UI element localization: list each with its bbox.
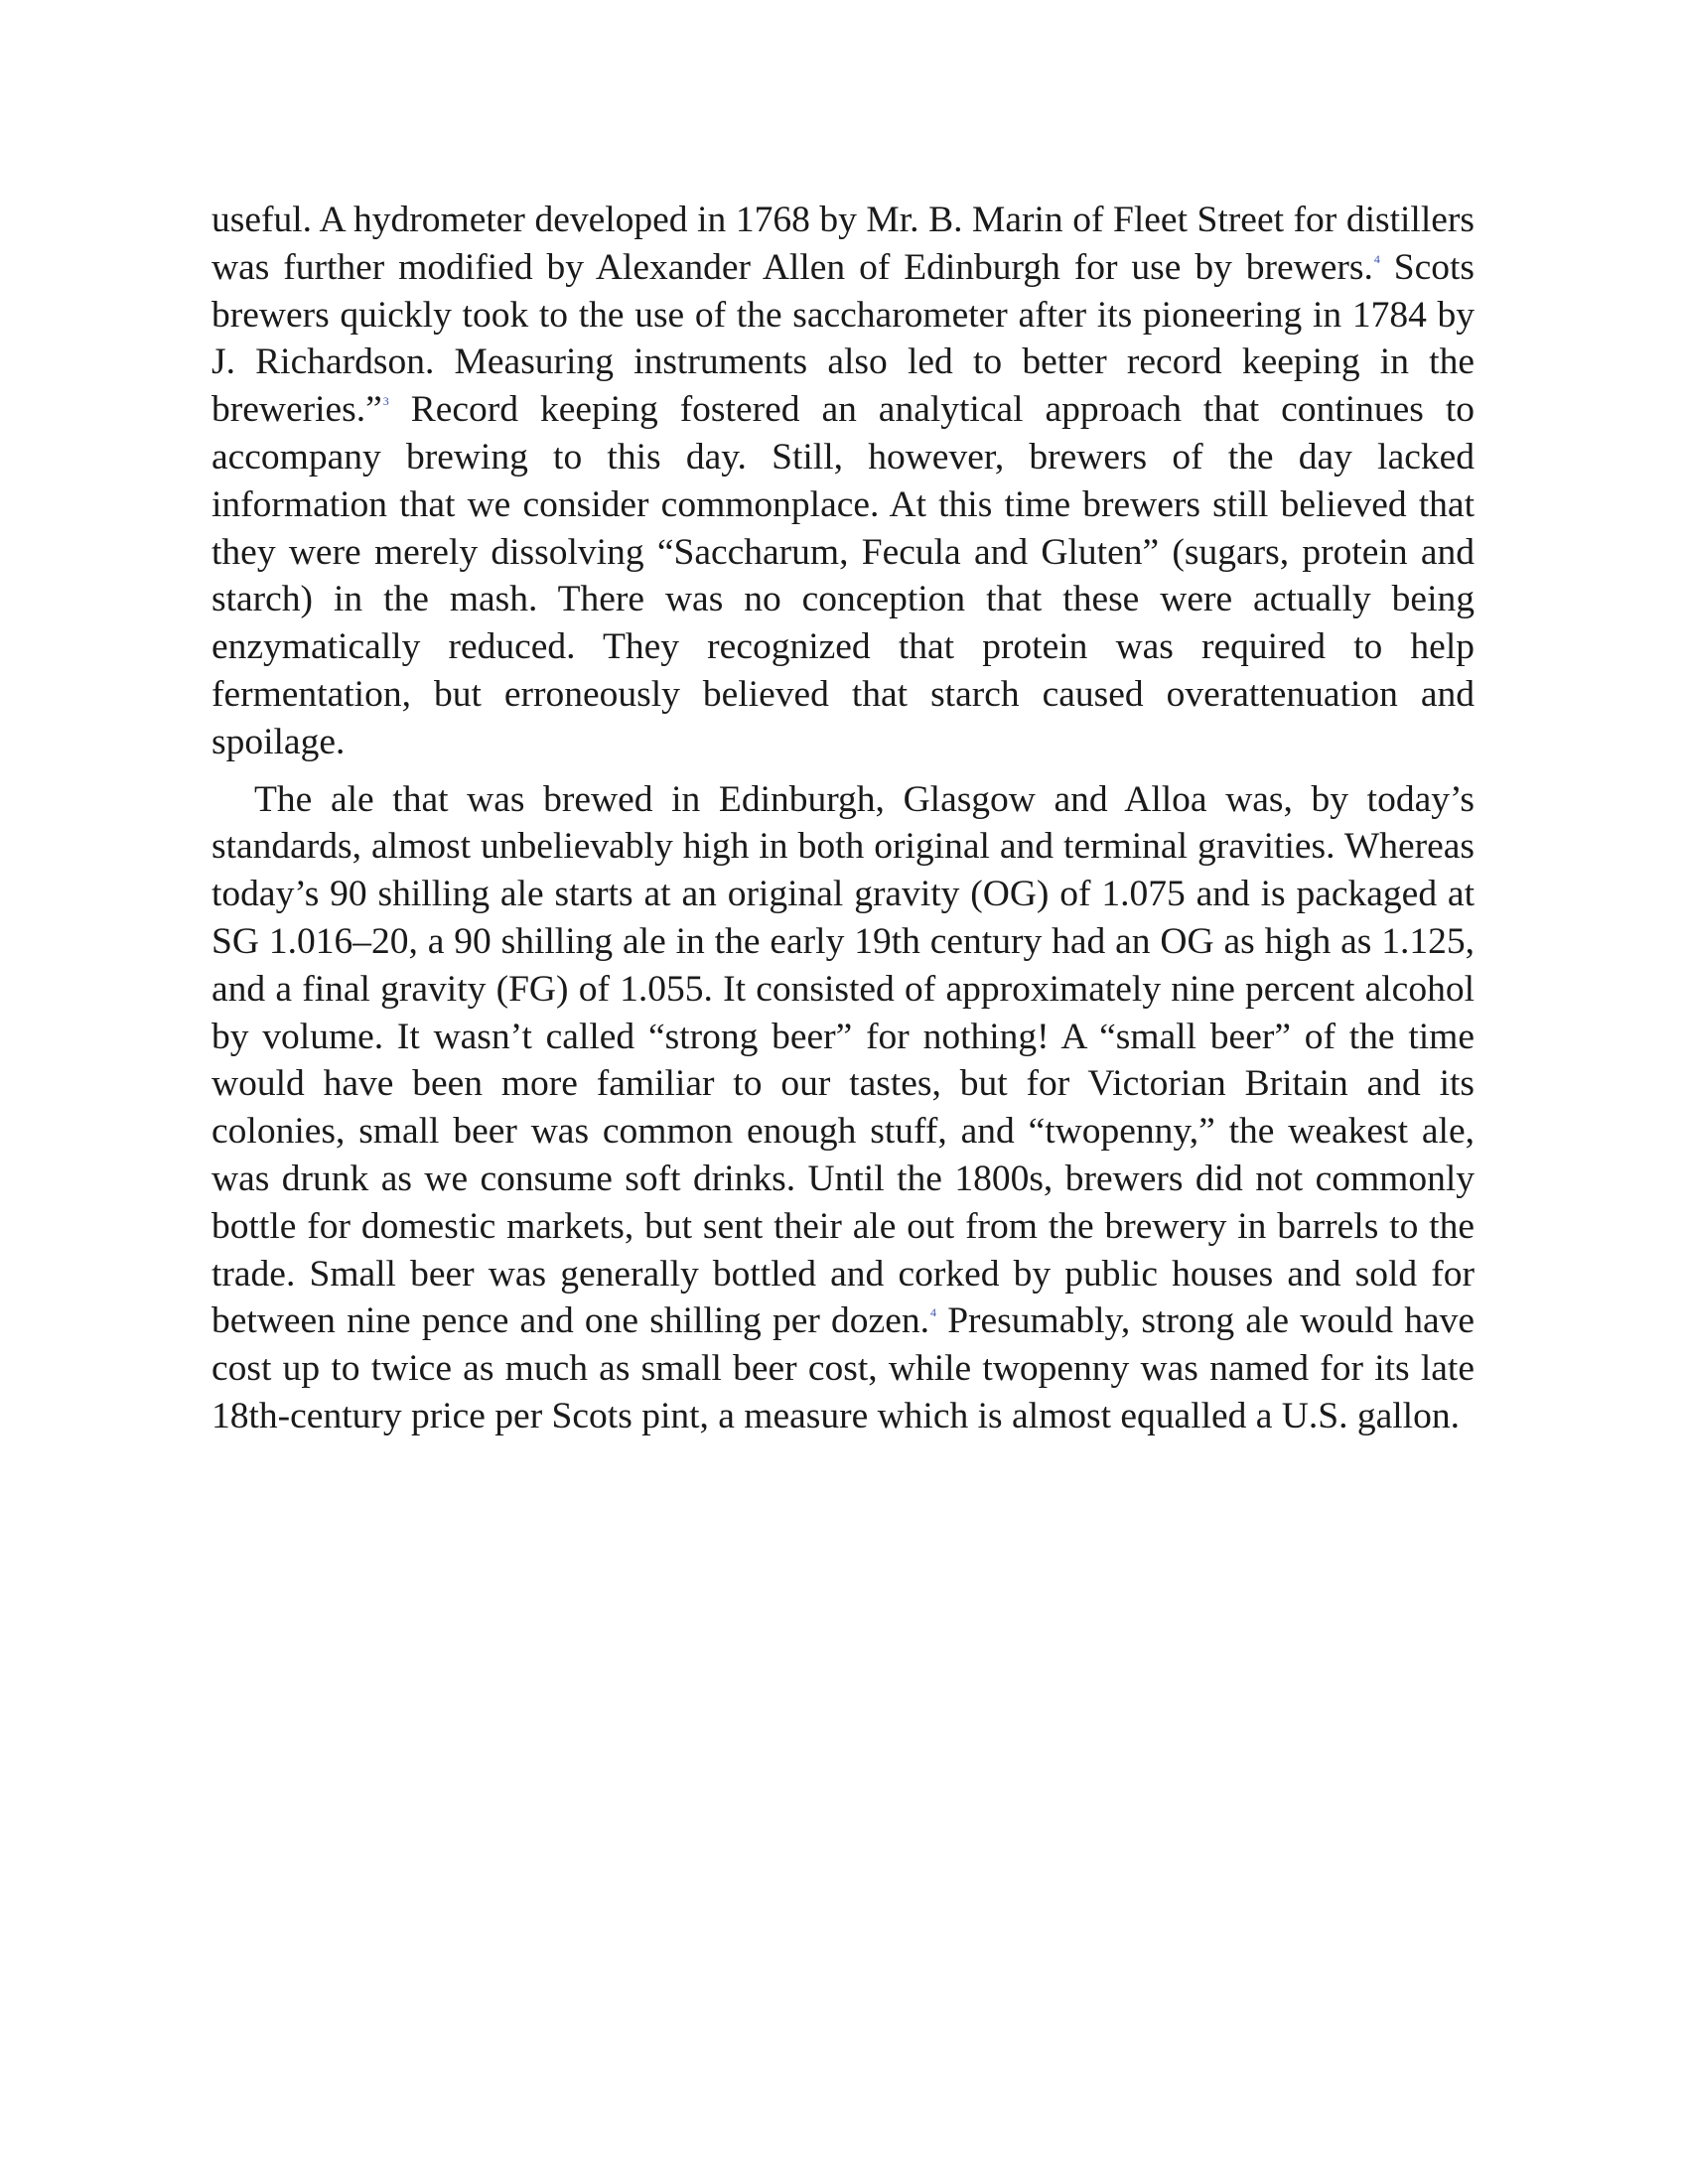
paragraph-hydrometer: [211, 197, 1475, 766]
document-page: [211, 197, 1475, 1440]
paragraph-text: Scots brewers quickly took to the use of the saccharometer after its pioneering in 1784 by J. Richardson. Measuring instruments also led to better record keeping in the breweries.”: [211, 246, 1476, 431]
footnote-reference[interactable]: 4: [929, 1305, 936, 1320]
paragraph-text: Record keeping fostered an analytical approach that continues to accompany brewing to this day. Still, however, brewers of the day lacked information that we consider commonplace. At this time brewers still believed that they were merely dissolving “Saccharum, Fecula and Gluten” (sugars, protein and starch) in the mash. There was no conception that these were actually being enzymatically reduced. They recognized that protein was required to help fermentation, but erroneously believed that starch caused overattenuation and spoilage.: [211, 389, 1475, 762]
paragraph-text: Presumably, strong ale would have cost up to twice as much as small beer cost, while twopenny was named for its late 18th-century price per Scots pint, a measure which is almost equalled a U.S. gallon.: [211, 1300, 1476, 1436]
footnote-reference[interactable]: 3: [382, 394, 389, 409]
footnote-reference[interactable]: 4: [1373, 251, 1380, 266]
paragraph-ale-gravities: [211, 776, 1475, 1440]
paragraph-text: useful. A hydrometer developed in 1768 by Mr. B. Marin of Fleet Street for distillers was further modified by Alexander Allen of Edinburgh for use by brewers.: [211, 200, 1475, 288]
paragraph-text: The ale that was brewed in Edinburgh, Glasgow and Alloa was, by today’s standards, almost unbelievably high in both original and terminal gravities. Whereas today’s 90 shilling ale starts at an original gravity (OG) of 1.075 and is packaged at SG 1.016–20, a 90 shilling ale in the early 19th century had an OG as high as 1.125, and a final gravity (FG) of 1.055. It consisted of approximately nine percent alcohol by volume. It wasn’t called “strong beer” for nothing! A “small beer” of the time would have been more familiar to our tastes, but for Victorian Britain and its colonies, small beer was common enough stuff, and “twopenny,” the weakest ale, was drunk as we consume soft drinks. Until the 1800s, brewers did not commonly bottle for domestic markets, but sent their ale out from the brewery in barrels to the trade. Small beer was generally bottled and corked by public houses and sold for between nine pence and one shilling per dozen.: [211, 778, 1475, 1342]
